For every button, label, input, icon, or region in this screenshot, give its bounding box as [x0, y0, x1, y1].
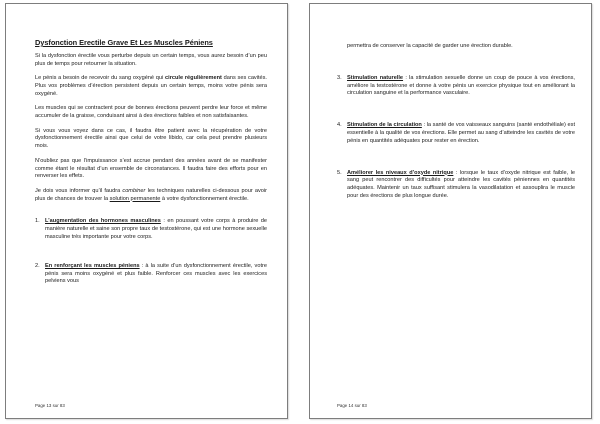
page-14	[309, 3, 592, 419]
list-item	[35, 218, 267, 241]
page-footer: Page 14 sur 83	[337, 403, 367, 408]
paragraph-6-italic: combiner	[122, 187, 146, 194]
paragraph-6-text-a: Je dois vous informer qu’il faudra	[35, 187, 123, 194]
paragraph-4: Si vous vous voyez dans ce cas, il faudra être patient avec la récupération de votre dysfonctionnement érectile ainsi que celui de votre libido, car cela peut prendre plusieurs mois.	[35, 127, 267, 150]
paragraph-3: Les muscles qui se contractent pour de bonnes érections peuvent perdre leur force et même accumuler de la graisse, conduisant ainsi à des érections faibles et non satisfaisantes.	[35, 105, 267, 120]
paragraph-6	[35, 188, 267, 204]
list-item	[35, 263, 267, 286]
list-item-number: 3.	[337, 74, 342, 81]
technique-list	[35, 218, 267, 286]
page-14-content	[337, 43, 575, 225]
paragraph-2-text-a: Le pénis a besoin de recevoir du sang oxygéné qui	[35, 75, 166, 82]
technique-list-continued	[337, 75, 575, 201]
list-item	[337, 75, 575, 98]
paragraph-6-text-b: les techniques naturelles ci-dessous pour avoir plus de chances de trouver la	[35, 187, 267, 202]
list-item-number: 2.	[35, 262, 40, 269]
list-item-text: : lorsque le taux d’oxyde nitrique est faible, le sang peut rencontrer des difficultés pour atteindre les cavités péniennes en quantités adéquates. Maintenir un taux suffisant stimulera la vasodilatation et assouplira le muscle pour des érections de plus longue durée.	[347, 169, 576, 199]
paragraph-2-text-b: dans ses cavités. Plus vos problèmes d’érection persistent depuis un certain temps, moins votre pénis sera oxygéné.	[35, 75, 267, 97]
list-item-text: : la stimulation sexuelle donne un coup de pouce à vos érections, améliore la testostérone et donne à votre pénis un exercice physique tout en améliorant la circulation sanguine et la performance vasculaire.	[347, 74, 575, 97]
list-item	[337, 170, 575, 201]
page-13	[5, 3, 288, 419]
paragraph-1: Si la dysfonction érectile vous perturbe depuis un certain temps, vous aurez besoin d’un peu plus de temps pour retourner la situation.	[35, 53, 267, 67]
list-item-label: L’augmentation des hormones masculines	[45, 218, 161, 225]
paragraph-2-bold: circule régulièrement	[165, 75, 222, 82]
paragraph-6-text-c: à votre dysfonctionnement érectile.	[160, 195, 249, 202]
list-item-number: 4.	[337, 122, 342, 129]
list-item-label: Améliorer les niveaux d’oxyde nitrique	[347, 169, 454, 176]
list-item-text: : à la suite d’un dysfonctionnement érectile, votre pénis sera moins oxygéné et plus faible. Renforcer ces muscles avec les exercices pelviens vous	[45, 262, 267, 285]
page-13-content	[35, 38, 267, 286]
page-footer: Page 13 sur 83	[35, 403, 65, 408]
page-title: Dysfonction Erectile Grave Et Les Muscles Péniens	[35, 38, 213, 47]
continued-text: permettra de conserver la capacité de garder une érection durable.	[347, 43, 513, 49]
paragraph-6-underline: solution permanente	[109, 195, 161, 202]
list-item	[337, 122, 575, 145]
list-item-label: Stimulation naturelle	[347, 74, 404, 81]
list-item-label: En renforçant les muscles péniens	[45, 262, 140, 269]
paragraph-5: N’oubliez pas que l’impuissance s’est accrue pendant des années avant de se manifester comme étant le résultat d’un ensemble de circonstances. Il faudra faire des efforts pour en renverser les effets.	[35, 157, 267, 180]
list-item-number: 1.	[35, 218, 40, 225]
paragraph-2	[35, 75, 267, 98]
list-item-label: Stimulation de la circulation	[347, 122, 422, 129]
list-item-number: 5.	[337, 169, 342, 176]
list-item-text: : la santé de vos vaisseaux sanguins (santé endothéliale) est essentielle à la qualité de vos érections. Elle permet au sang d’atteindre les cavités de votre pénis en quantités adéquates pour rester en érection.	[347, 122, 575, 144]
list-item-text: : en poussant votre corps à produire de manière naturelle et saine son propre taux de testostérone, qui est une hormone sexuelle masculine très importante pour votre corps.	[45, 218, 267, 240]
